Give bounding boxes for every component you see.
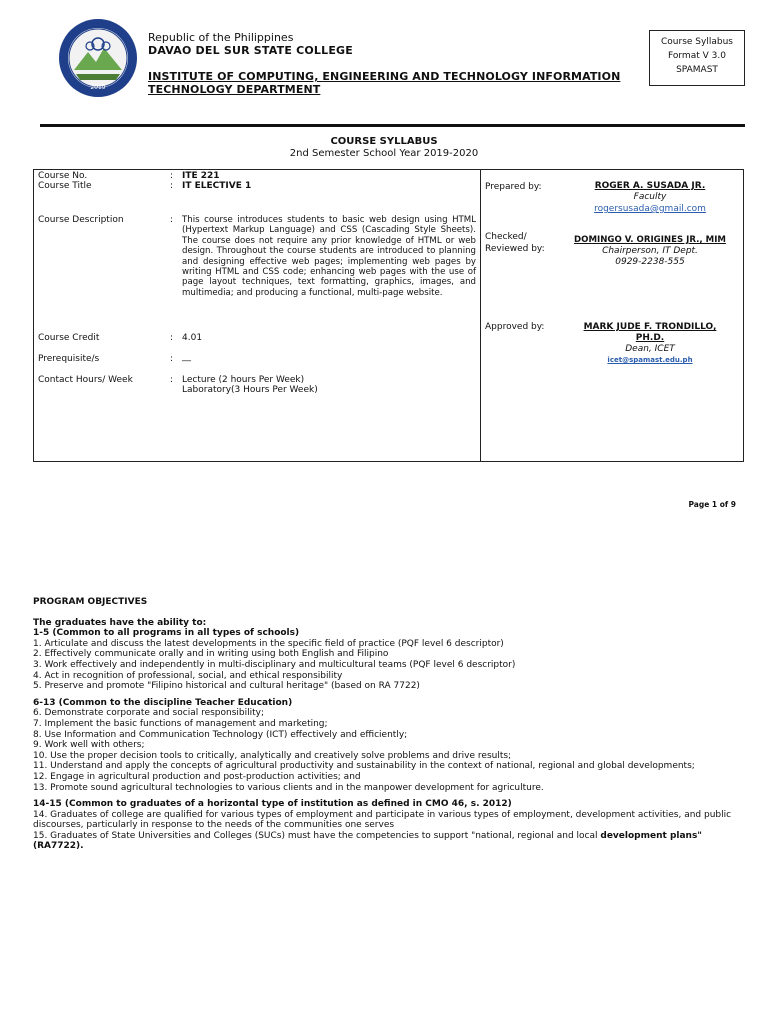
college-seal-logo (58, 18, 138, 98)
objectives-heading: PROGRAM OBJECTIVES (33, 597, 148, 607)
course-description-label: Course Description (38, 215, 124, 225)
approved-by-title: Dean, ICET (625, 344, 675, 354)
colon: : (170, 181, 174, 191)
syllabus-semester: 2nd Semester School Year 2019-2020 (289, 148, 479, 159)
objective-item: 14. Graduates of college are qualified for various types of employment and participate in various types of employment, development activities, and public discourses, particularly in response to the needs of the communities one serves (33, 809, 732, 831)
objective-item: 5. Preserve and promote "Filipino historical and cultural heritage" (based on RA 7722) (33, 681, 420, 692)
approved-by-name-line-2: PH.D. (635, 333, 665, 343)
objective-item: 11. Understand and apply the concepts of agricultural productivity and sustainability in the context of national, regional and global developments; (33, 761, 695, 772)
prepared-by-email[interactable]: rogersusada@gmail.com (594, 204, 706, 214)
checked-by-name: DOMINGO V. ORIGINES JR., MIM (574, 235, 726, 245)
objective-item: 9. Work well with others; (33, 740, 145, 751)
group2-heading: 6-13 (Common to the discipline Teacher Education) (33, 697, 293, 708)
course-title-label: Course Title (38, 181, 92, 191)
checked-label-1: Checked/ (485, 232, 527, 242)
checked-by-title: Chairperson, IT Dept. (602, 246, 698, 256)
checked-by-phone: 0929-2238-555 (615, 257, 685, 267)
colon: : (170, 354, 174, 364)
colon: : (170, 171, 174, 181)
objective-item: 6. Demonstrate corporate and social responsibility; (33, 708, 265, 719)
format-line-3: SPAMAST (676, 65, 718, 75)
contact-hours-lab: Laboratory(3 Hours Per Week) (182, 385, 318, 395)
contact-hours-label: Contact Hours/ Week (38, 375, 133, 385)
contact-hours-lecture: Lecture (2 hours Per Week) (182, 375, 305, 385)
colon: : (170, 215, 174, 225)
objective-item: 8. Use Information and Communication Technology (ICT) effectively and efficiently; (33, 729, 408, 740)
logo-year: 2019 (90, 84, 106, 91)
college-name: DAVAO DEL SUR STATE COLLEGE (148, 44, 353, 57)
institute-line-1: INSTITUTE OF COMPUTING, ENGINEERING AND TECHNOLOGY INFORMATION (148, 70, 621, 83)
approved-by-name-1 (560, 322, 740, 333)
objective-item: 7. Implement the basic functions of management and marketing; (33, 718, 328, 729)
republic-text: Republic of the Philippines (148, 31, 294, 44)
prepared-by-name: ROGER A. SUSADA JR. (594, 181, 706, 191)
course-no-label: Course No. (38, 171, 88, 181)
objective-item: 2. Effectively communicate orally and in writing using both English and Filipino (33, 649, 389, 660)
course-credit-label: Course Credit (38, 333, 100, 343)
prepared-by-title: Faculty (633, 192, 667, 202)
objective-item: 10. Use the proper decision tools to critically, analytically and creatively solve problems and drive results; (33, 750, 512, 761)
course-credit-value: 4.01 (182, 333, 203, 343)
syllabus-title: COURSE SYLLABUS (330, 136, 438, 147)
checked-label-2: Reviewed by: (485, 244, 545, 254)
page-number: Page 1 of 9 (688, 500, 736, 509)
format-line-1: Course Syllabus (661, 37, 733, 47)
approved-by-email[interactable]: icet@spamast.edu.ph (607, 356, 693, 364)
colon: : (170, 333, 174, 343)
objective-item: 4. Act in recognition of professional, social, and ethical responsibility (33, 670, 343, 681)
objective-item: 3. Work effectively and independently in multi-disciplinary and multicultural teams (PQF level 6 descriptor) (33, 659, 516, 670)
prerequisite-label: Prerequisite/s (38, 354, 100, 364)
format-line-2: Format V 3.0 (668, 51, 726, 61)
format-box (649, 30, 745, 86)
objective-15-bold: development plans" (RA7722). (33, 830, 702, 852)
objective-item: 12. Engage in agricultural production and post-production activities; and (33, 771, 361, 782)
header-block (148, 31, 628, 96)
institute-line-2: TECHNOLOGY DEPARTMENT (148, 83, 321, 96)
course-no-value: ITE 221 (182, 171, 220, 181)
prerequisite-value: __ (182, 352, 191, 362)
group1-heading: 1-5 (Common to all programs in all types of schools) (33, 628, 300, 639)
colon: : (170, 375, 174, 385)
group3-heading: 14-15 (Common to graduates of a horizontal type of institution as defined in CMO 46, s. 2012) (33, 799, 512, 810)
objective-item-15 (33, 831, 753, 852)
approved-by-label: Approved by: (485, 322, 545, 332)
approved-by-name-2 (560, 333, 740, 344)
course-description-value: This course introduces students to basic web design using HTML (Hypertext Markup Language) and CSS (Cascading Style Sheets). The course does not require any prior knowledge of HTML or web design. Throughout the course students are introduced to planning and designing effective web pages; implementing web pages by writing HTML and CSS code; enhancing web pages with the use of page layout techniques, text formatting, graphics, images, and multimedia; and producing a functional, multi-page website. (182, 215, 476, 298)
header-divider (40, 124, 745, 127)
objective-15-text: 15. Graduates of State Universities and Colleges (SUCs) must have the competencies to support "national, regional and local (33, 830, 601, 841)
objective-item: 1. Articulate and discuss the latest developments in the specific field of practice (PQF level 6 descriptor) (33, 638, 504, 649)
program-objectives (33, 597, 753, 852)
prepared-by-label: Prepared by: (485, 182, 542, 192)
course-title-value: IT ELECTIVE 1 (182, 181, 252, 191)
approved-by-name-line-1: MARK JUDE F. TRONDILLO, (583, 322, 717, 332)
objectives-intro: The graduates have the ability to: (33, 617, 207, 628)
table-column-divider (480, 169, 481, 462)
objective-item: 13. Promote sound agricultural technologies to various clients and in the manpower development for agriculture. (33, 782, 544, 793)
